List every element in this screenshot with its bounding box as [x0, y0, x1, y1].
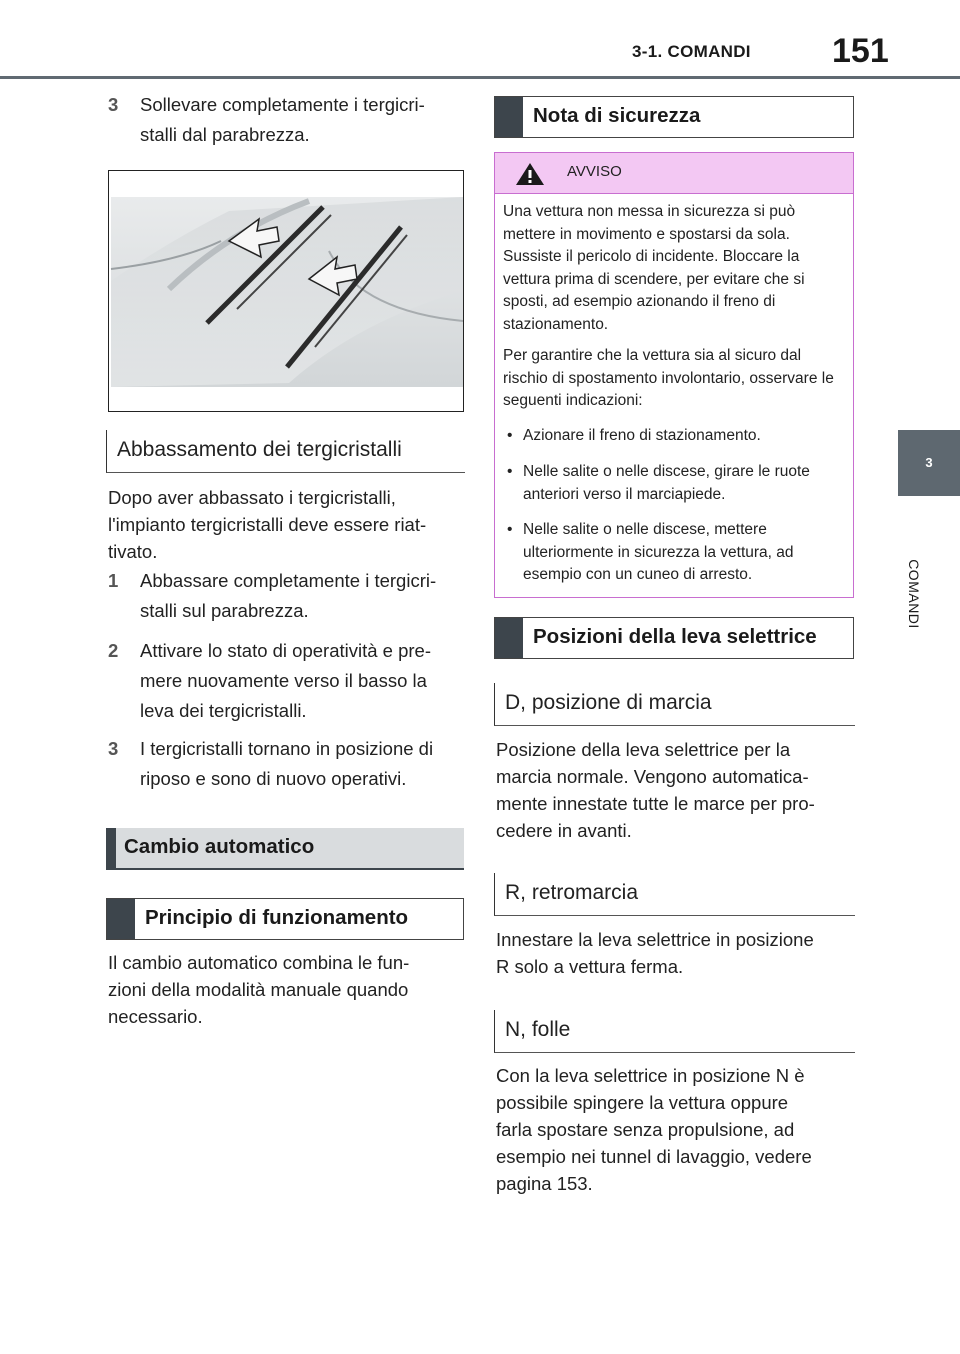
- warning-box: [494, 152, 854, 598]
- chapter-tab: 3: [898, 430, 960, 496]
- section-marker: [495, 97, 523, 137]
- warning-label: AVVISO: [567, 163, 622, 180]
- header-rule: [0, 76, 960, 79]
- section-principio: [106, 898, 464, 940]
- paragraph-n: Con la leva selettrice in posizione N è possibile spingere la vettura oppure farla spostare senza propulsione, ad esempio nei tunnel di lavaggio, vedere pagina 153.: [496, 1065, 812, 1194]
- section-marker: [107, 899, 135, 939]
- step-number: 3: [108, 738, 119, 759]
- warning-paragraph-2: Per garantire che la vettura sia al sicuro dal rischio di spostamento involontario, osservare le seguenti indicazioni:: [503, 347, 834, 409]
- section-posizioni: [494, 617, 854, 659]
- subheading-text: D, posizione di marcia: [505, 691, 712, 714]
- subheading-n: [494, 1010, 855, 1053]
- chapter-side-label: [884, 530, 946, 670]
- warning-header: [495, 153, 853, 194]
- paragraph-principio: Il cambio automatico combina le fun- zioni della modalità manuale quando necessario.: [108, 952, 410, 1027]
- section-marker: [495, 618, 523, 658]
- section-title: Posizioni della leva selettrice: [533, 625, 817, 648]
- chapter-header: 3-1. COMANDI: [632, 42, 751, 61]
- step-text: I tergicristalli tornano in posizione di riposo e sono di nuovo operativi.: [140, 738, 434, 789]
- section-nota-sicurezza: [494, 96, 854, 138]
- bullet-text: Nelle salite o nelle discese, girare le ruote anteriori verso il marciapiede.: [523, 463, 810, 503]
- subheading-r: [494, 873, 855, 916]
- paragraph-d: Posizione della leva selettrice per la marcia normale. Vengono automatica- mente innestate tutte le marce per pro- cedere in avanti.: [496, 739, 815, 841]
- step-text: Attivare lo stato di operatività e pre- mere nuovamente verso il basso la leva dei tergicristalli.: [140, 640, 432, 721]
- bullet-dot: •: [507, 463, 513, 480]
- step-text: Abbassare completamente i tergicri- stalli sul parabrezza.: [140, 570, 437, 621]
- subheading-text: N, folle: [505, 1018, 571, 1041]
- step-lift-wipers: [108, 90, 468, 154]
- warning-triangle-icon: [515, 162, 545, 186]
- wiper-illustration: [108, 170, 464, 412]
- section-title: Principio di funzionamento: [145, 906, 409, 929]
- step-3: [108, 734, 468, 794]
- section-title: Nota di sicurezza: [533, 104, 701, 127]
- subheading-text: Abbassamento dei tergicristalli: [117, 438, 402, 461]
- section-cambio-automatico: [106, 828, 464, 870]
- step-number: 2: [108, 640, 119, 661]
- step-text: Sollevare completamente i tergicri- stalli dal parabrezza.: [140, 94, 425, 145]
- paragraph-reactivate: Dopo aver abbassato i tergicristalli, l'impianto tergicristalli deve essere riat- tivato.: [108, 487, 427, 562]
- step-number: 3: [108, 94, 119, 115]
- paragraph-r: Innestare la leva selettrice in posizione R solo a vettura ferma.: [496, 929, 814, 977]
- bullet-dot: •: [507, 427, 513, 444]
- subheading-lower-wipers: [106, 430, 465, 473]
- step-1: [108, 566, 468, 626]
- bullet-text: Azionare il freno di stazionamento.: [523, 427, 761, 444]
- page-number: 151: [832, 32, 889, 70]
- subheading-text: R, retromarcia: [505, 881, 639, 904]
- warning-paragraph-1: Una vettura non messa in sicurezza si può mettere in movimento e spostarsi da sola. Sussiste il pericolo di incidente. Bloccare la vettura prima di scendere, per evitare che si sposti, ad esempio azionando il freno di stazionamento.: [503, 203, 805, 333]
- section-title: Cambio automatico: [124, 835, 315, 858]
- bullet-dot: •: [507, 521, 513, 538]
- wiper-illustration-svg: [109, 171, 463, 411]
- step-2: [108, 636, 468, 728]
- step-number: 1: [108, 570, 119, 591]
- bullet-text: Nelle salite o nelle discese, mettere ulteriormente in sicurezza la vettura, ad esempio con un cuneo di arresto.: [523, 521, 794, 583]
- chapter-side-text: COMANDI: [906, 559, 922, 629]
- section-marker: [106, 828, 116, 868]
- subheading-d: [494, 683, 855, 726]
